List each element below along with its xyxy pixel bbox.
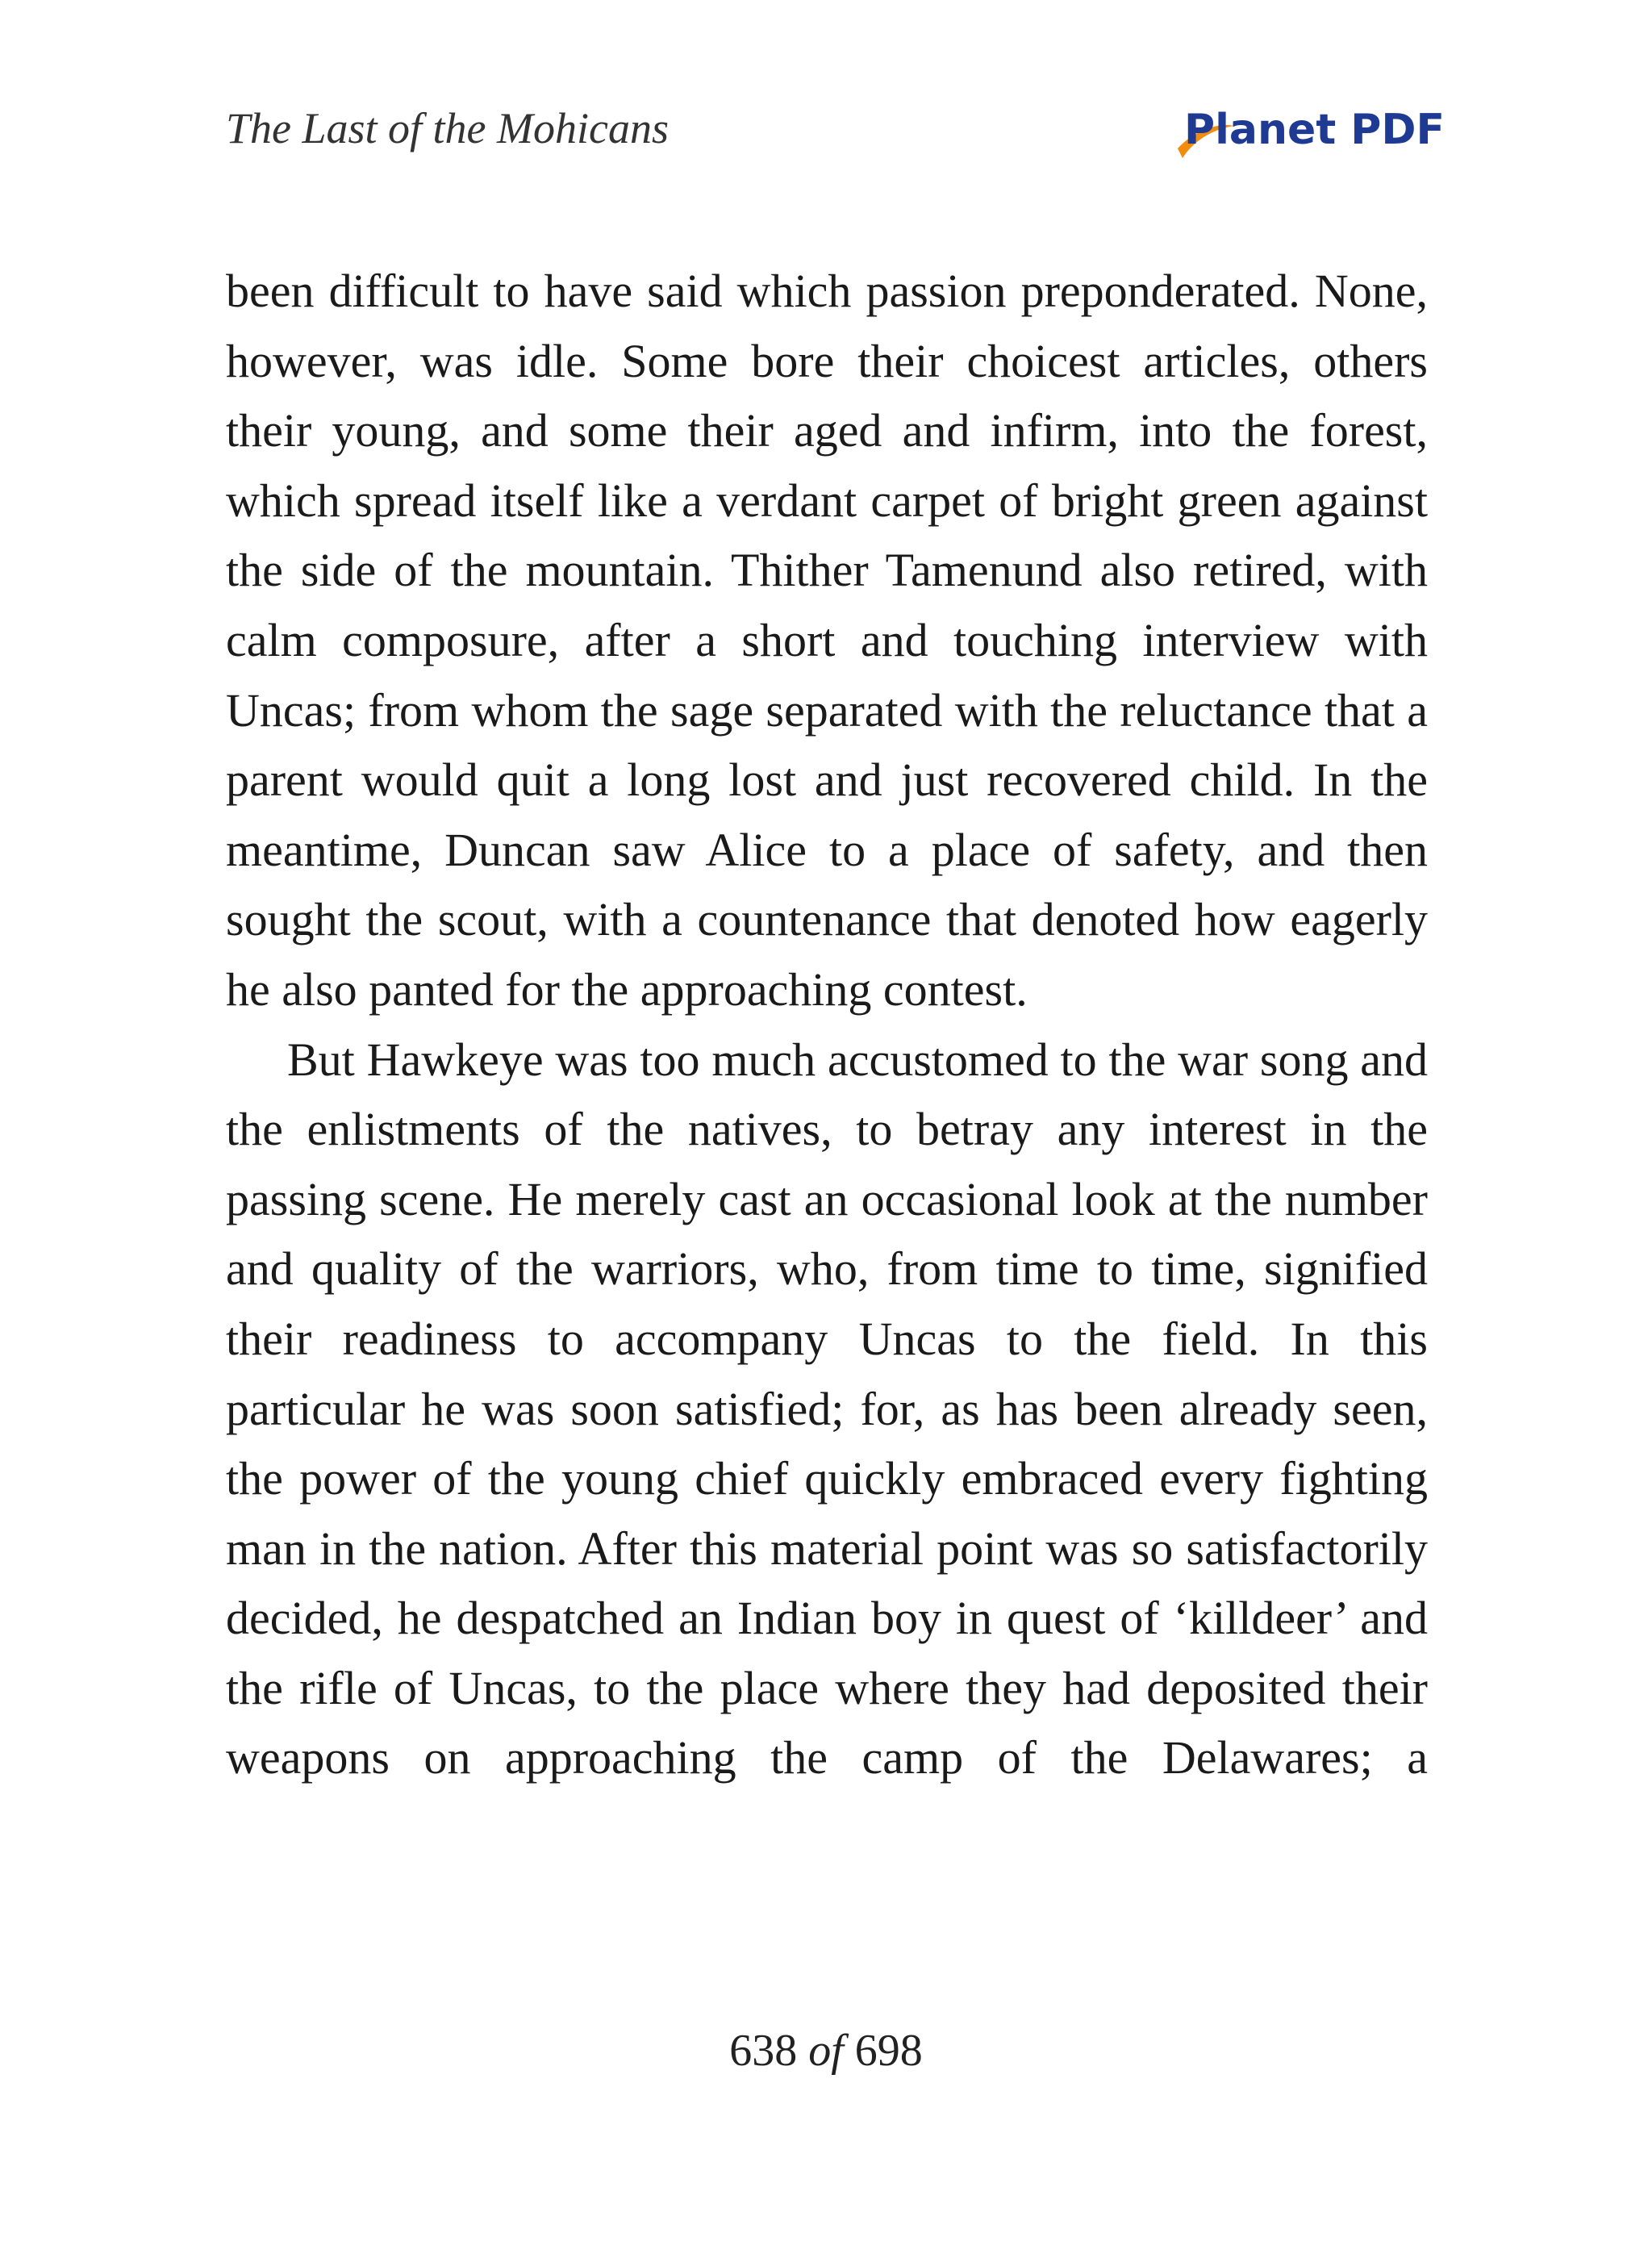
logo-wordmark [1184,102,1445,158]
page-of-word: of [808,2026,844,2076]
paragraph-2: But Hawkeye was too much accustomed to the war song and the enlistments of the natives, to betray any interest in the passing scene. He merely cast an occasional look at the number and quality of the warriors, who, from time to time, signified their readiness to accompany Uncas to the field. In this particular he was soon satisfied; for, as has been already seen, the power of the young chief quickly embraced every fighting man in the nation. After this material point was so satisfactorily decided, he despatched an Indian boy in quest of ‘killdeer’ and the rifle of Uncas, to the place where they had deposited their weapons on approaching the camp of the Delawares; a [226,1033,1428,1784]
page-number [0,2025,1652,2077]
paragraph-1: been difficult to have said which passion preponderated. None, however, was idle. Some bore their choicest articles, others their young, and some their aged and infirm, into the forest, which spread itself like a verdant carpet of bright green against the side of the mountain. Thither Tamenund also retired, with calm composure, after a short and touching interview with Uncas; from whom the sage separated with the reluctance that a parent would quit a long lost and just recovered child. In the meantime, Duncan saw Alice to a place of safety, and then sought the scout, with a countenance that denoted how eagerly he also panted for the approaching contest. [226,265,1428,1016]
logo-word-pdf: PDF [1350,106,1446,154]
book-title: The Last of the Mohicans [226,104,669,152]
page-body [226,257,1428,1793]
current-page: 638 [729,2026,798,2076]
total-pages: 698 [854,2026,923,2076]
logo-word-planet: Planet [1184,106,1337,154]
planet-pdf-logo [1171,102,1446,166]
